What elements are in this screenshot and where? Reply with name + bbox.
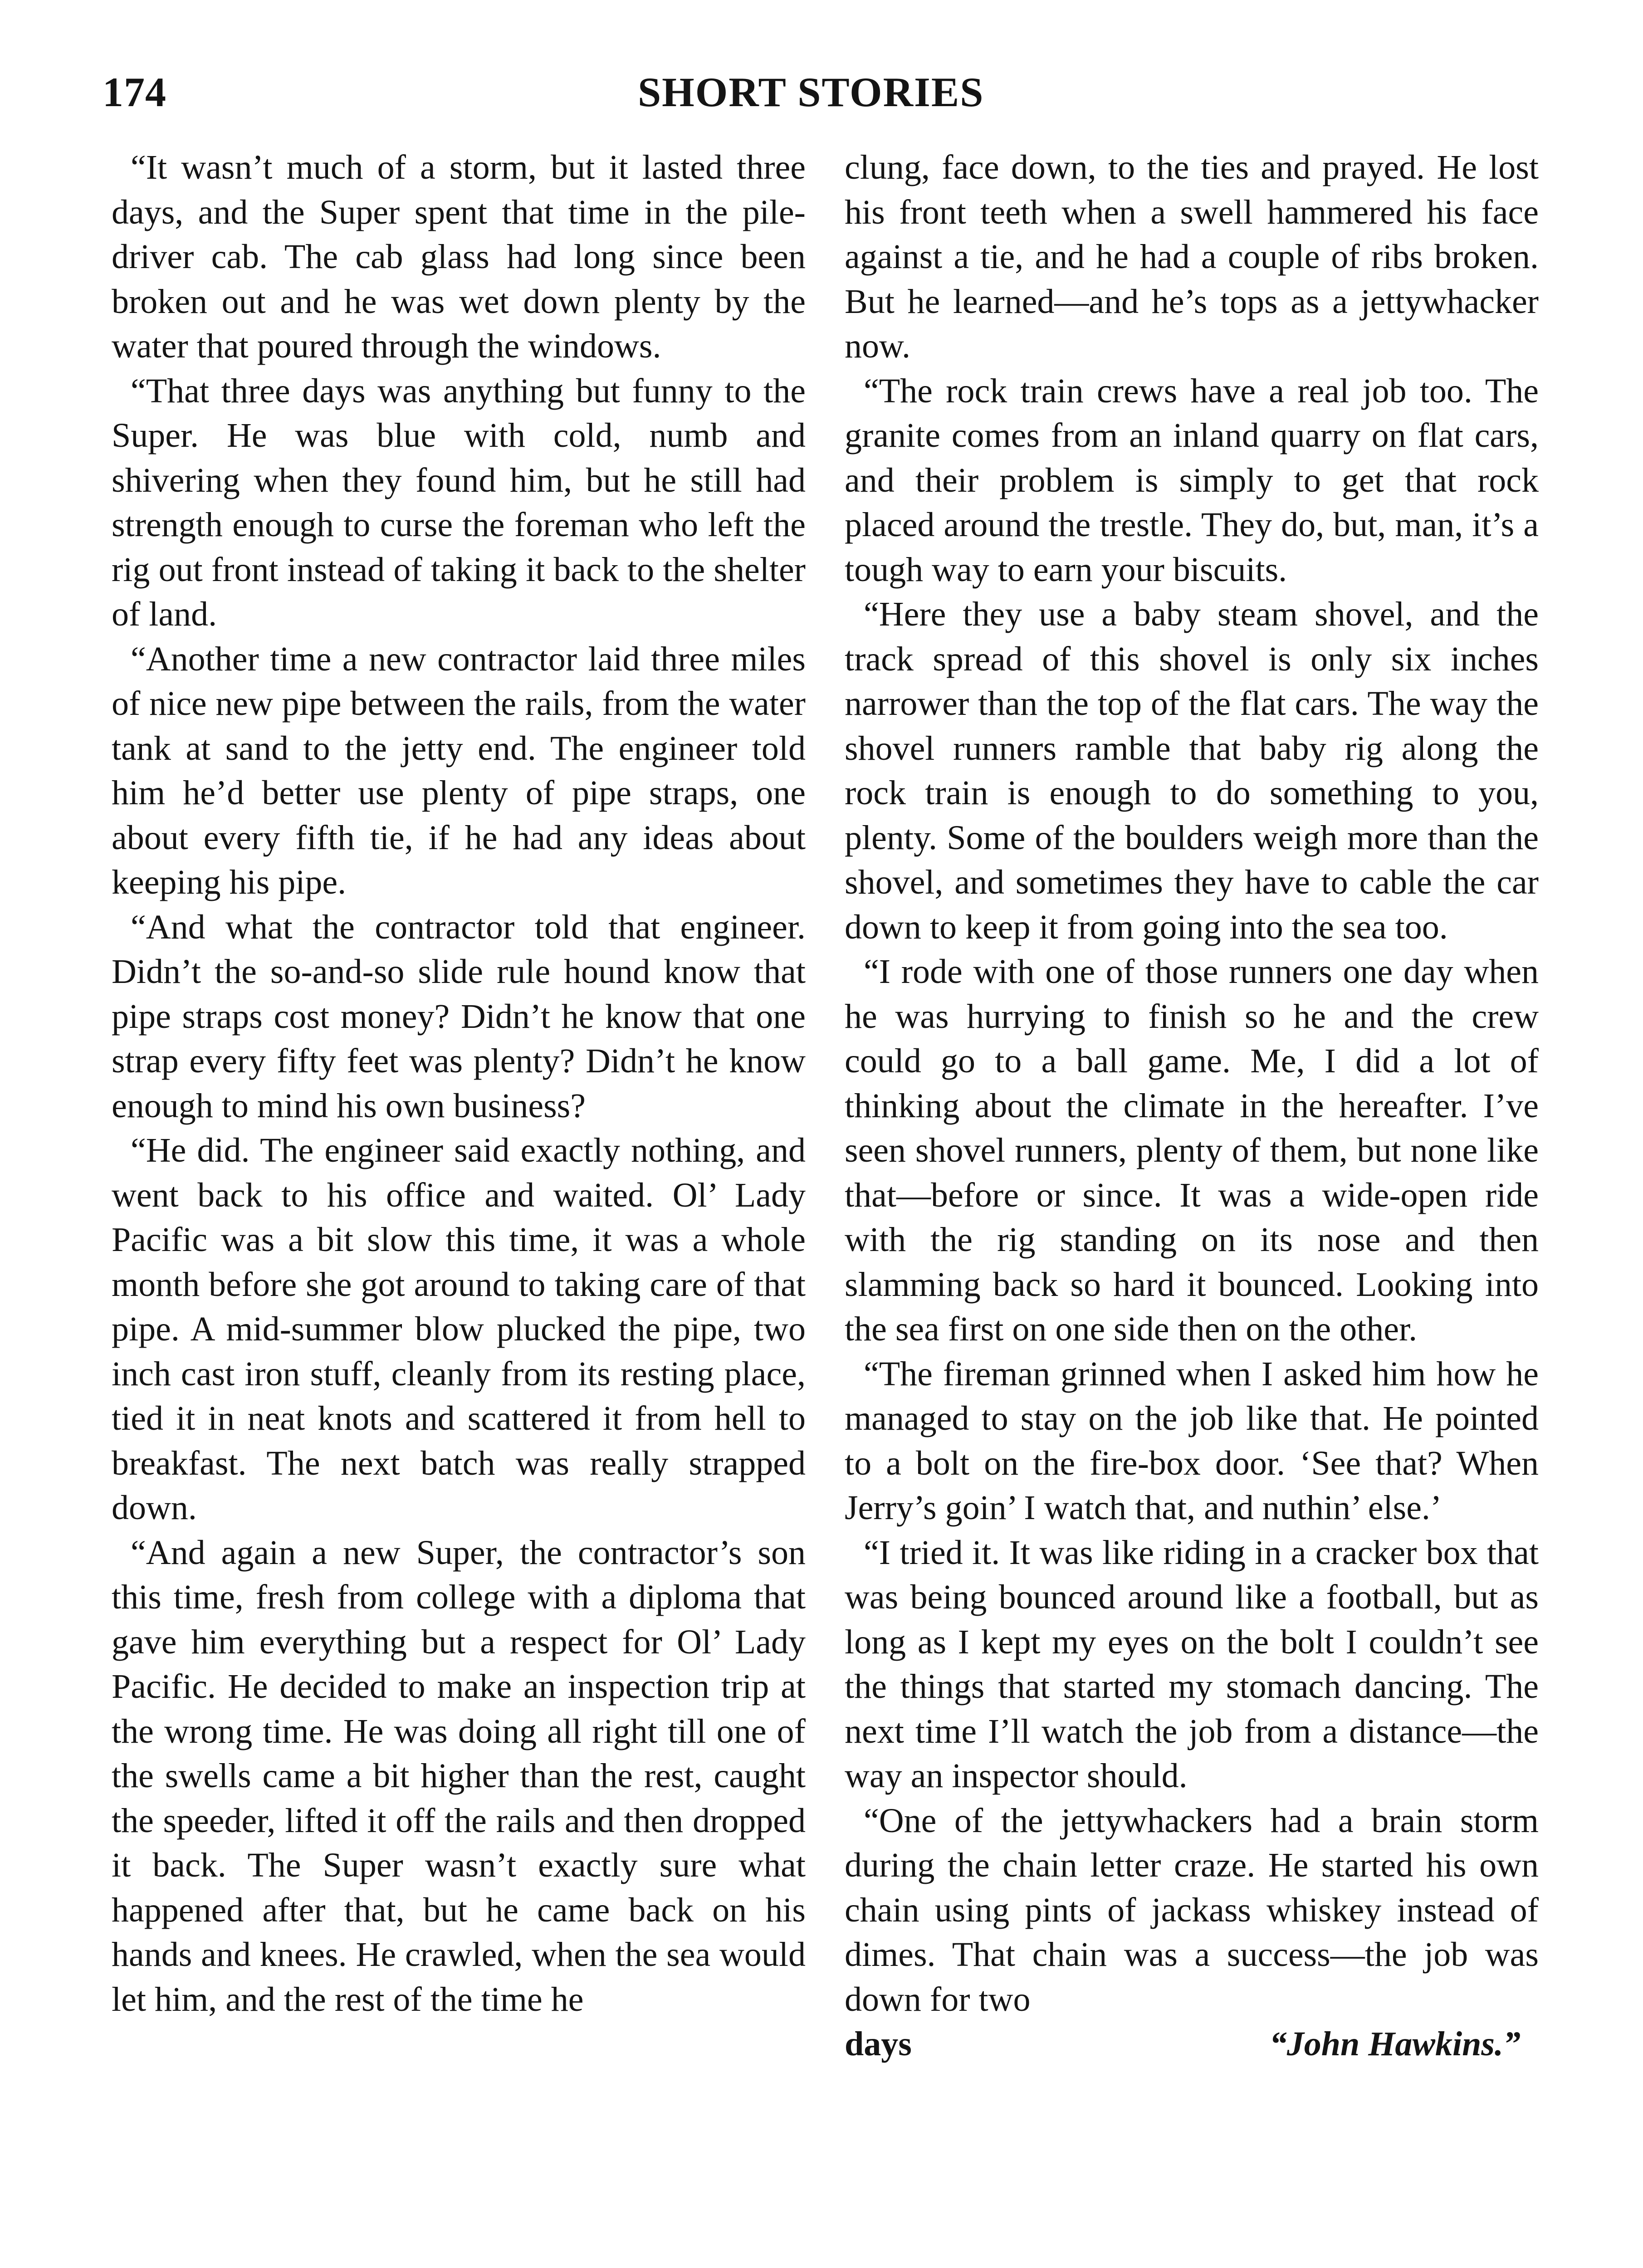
paragraph: “And again a new Super, the contractor’s son this time, fresh from college with a diploma that gave him everything but a respect for Ol’ Lady Pacific. He decided to make an inspection trip at the wrong time. He was doing all right till one of the swells came a bit higher than the rest, caught the speeder, lifted it off the rails and then dropped it back. The Super wasn’t exactly sure what happened after that, but he came back on his hands and knees. He crawled, when the sea would let him, and the rest of the time he (112, 1533, 806, 2019)
paragraph: “And what the contractor told that engineer. Didn’t the so-and-so slide rule hound know that pipe straps cost money? Didn’t he know that one strap every fifty feet was plenty? Didn’t he know enough to mind his own business? (112, 908, 806, 1125)
page-header (103, 68, 1545, 127)
left-column (112, 145, 806, 2022)
closing-line (845, 2022, 1539, 2067)
author-signature: “John Hawkins.” (1269, 2025, 1521, 2063)
paragraph: “I rode with one of those runners one day when he was hurrying to finish so he and the crew could go to a ball game. Me, I did a lot of thinking about the climate in the hereafter. I’ve seen shovel runners, plenty of them, but none like that—before or since. It was a wide-open ride with the rig standing on its nose and then slamming back so hard it bounced. Looking into the sea first on one side then on the other. (845, 953, 1539, 1348)
paragraph: “Another time a new contractor laid three miles of nice new pipe between the rails, from the water tank at sand to the jetty end. The engineer told him he’d better use plenty of pipe straps, one about every fifth tie, if he had any ideas about keeping his pipe. (112, 640, 806, 901)
paragraph: “One of the jettywhackers had a brain storm during the chain letter craze. He started his own chain using pints of jackass whiskey instead of dimes. That chain was a success—the job was down for two (845, 1801, 1539, 2019)
right-column (845, 145, 1539, 2067)
paragraph: “The fireman grinned when I asked him how he managed to stay on the job like that. He pointed to a bolt on the fire-box door. ‘See that? When Jerry’s goin’ I watch that, and nuthin’ else.’ (845, 1354, 1539, 1527)
running-title: SHORT STORIES (638, 69, 984, 115)
paragraph: “That three days was anything but funny to the Super. He was blue with cold, numb and shivering when they found him, but he still had strength enough to curse the foreman who left the rig out front instead of taking it back to the shelter of land. (112, 371, 806, 633)
paragraph: “The rock train crews have a real job too. The granite comes from an inland quarry on flat cars, and their problem is simply to get that rock placed around the trestle. They do, but, man, it’s a tough way to earn your biscuits. (845, 371, 1539, 589)
closing-word: days (845, 2025, 912, 2063)
paragraph: “He did. The engineer said exactly nothing, and went back to his office and waited. Ol’ Lady Pacific was a bit slow this time, it was a whole month before she got around to taking care of that pipe. A mid-summer blow plucked the pipe, two inch cast iron stuff, cleanly from its resting place, tied it in neat knots and scattered it from hell to breakfast. The next batch was really strapped down. (112, 1131, 806, 1527)
paragraph: “I tried it. It was like riding in a cracker box that was being bounced around like a football, but as long as I kept my eyes on the bolt I couldn’t see the things that started my stomach dancing. The next time I’ll watch the job from a distance—the way an inspector should. (845, 1533, 1539, 1795)
page-number: 174 (103, 69, 166, 115)
paragraph: “It wasn’t much of a storm, but it lasted three days, and the Super spent that time in the pile-driver cab. The cab glass had long since been broken out and he was wet down plenty by the water that poured through the windows. (112, 148, 806, 365)
paragraph: “Here they use a baby steam shovel, and the track spread of this shovel is only six inches narrower than the top of the flat cars. The way the shovel runners ramble that baby rig along the rock train is enough to do something to you, plenty. Some of the boulders weigh more than the shovel, and sometimes they have to cable the car down to keep it from going into the sea too. (845, 595, 1539, 946)
paragraph: clung, face down, to the ties and prayed. He lost his front teeth when a swell hammered his face against a tie, and he had a couple of ribs broken. But he learned—and he’s tops as a jettywhacker now. (845, 148, 1539, 365)
